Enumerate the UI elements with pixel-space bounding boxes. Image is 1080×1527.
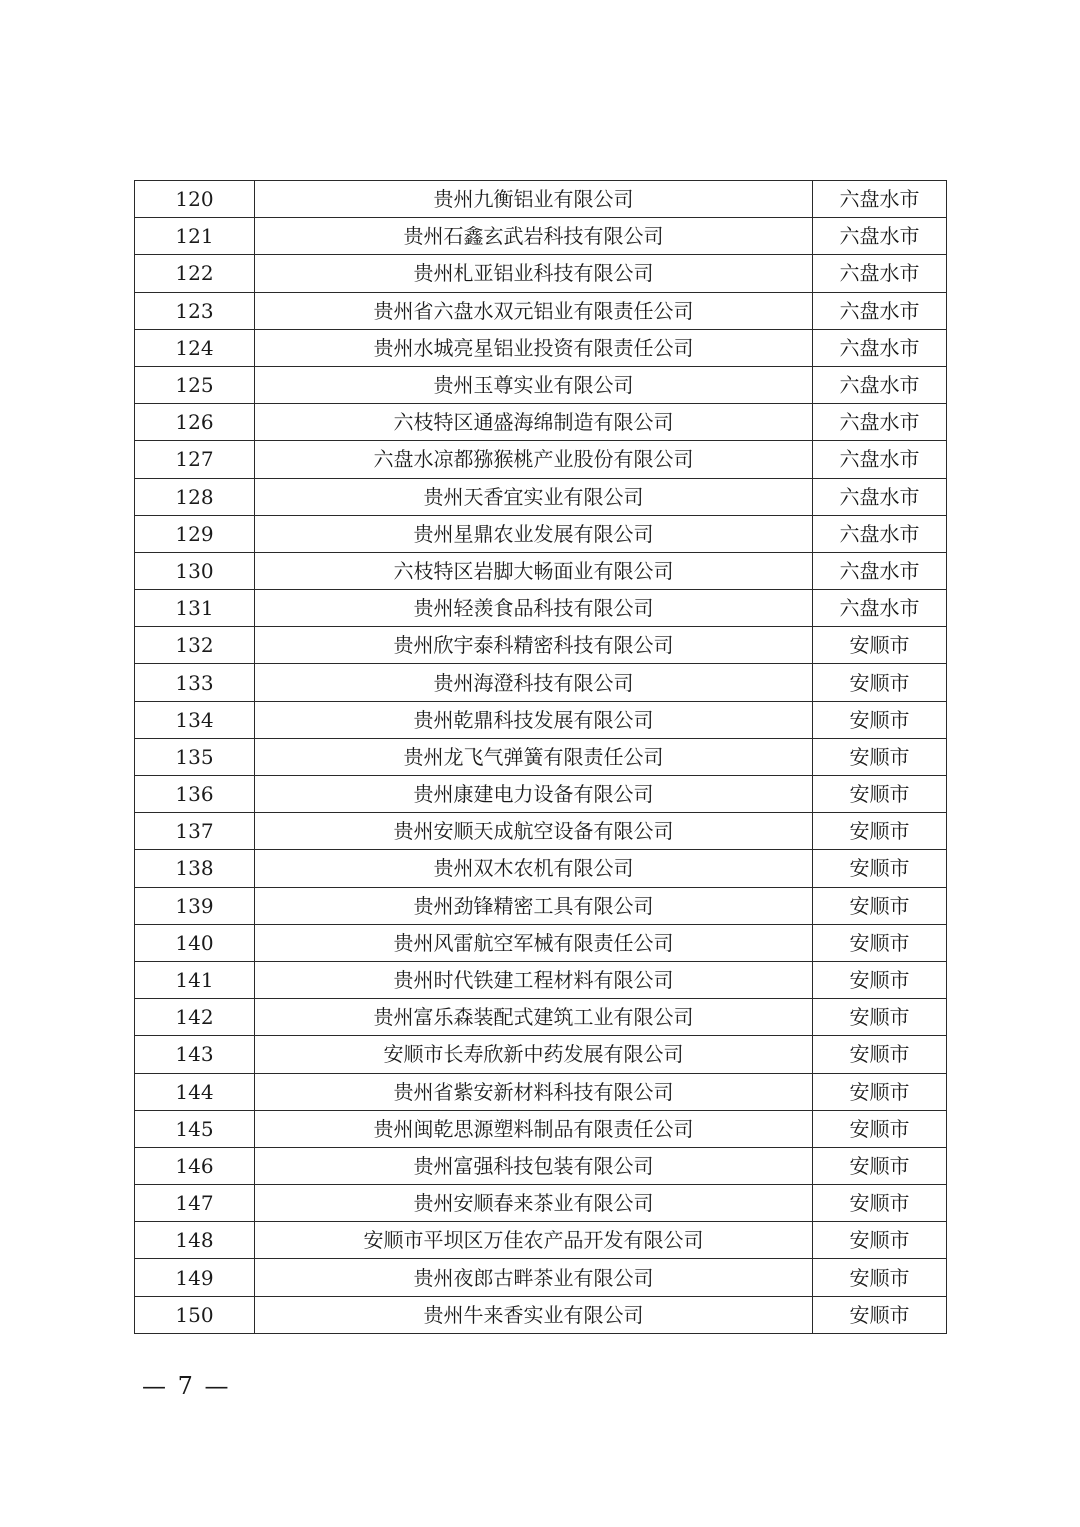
row-number-cell: 134: [135, 701, 255, 738]
table-row: [135, 1185, 947, 1222]
table-row: [135, 181, 947, 218]
company-name-cell: 贵州夜郎古畔茶业有限公司: [255, 1259, 813, 1296]
city-cell: 六盘水市: [813, 515, 947, 552]
city-cell: 安顺市: [813, 664, 947, 701]
row-number-cell: 144: [135, 1073, 255, 1110]
table-row: [135, 366, 947, 403]
row-number-cell: 150: [135, 1296, 255, 1333]
table-row: [135, 701, 947, 738]
table-row: [135, 590, 947, 627]
row-number-cell: 135: [135, 738, 255, 775]
table-row: [135, 218, 947, 255]
company-name-cell: 贵州札亚铝业科技有限公司: [255, 255, 813, 292]
row-number-cell: 128: [135, 478, 255, 515]
company-name-cell: 六枝特区岩脚大畅面业有限公司: [255, 552, 813, 589]
company-name-cell: 六盘水凉都猕猴桃产业股份有限公司: [255, 441, 813, 478]
company-name-cell: 贵州轻羡食品科技有限公司: [255, 590, 813, 627]
city-cell: 六盘水市: [813, 552, 947, 589]
city-cell: 安顺市: [813, 961, 947, 998]
city-cell: 安顺市: [813, 1222, 947, 1259]
row-number-cell: 121: [135, 218, 255, 255]
table-row: [135, 887, 947, 924]
city-cell: 安顺市: [813, 813, 947, 850]
table-row: [135, 1073, 947, 1110]
city-cell: 安顺市: [813, 850, 947, 887]
company-name-cell: 贵州玉尊实业有限公司: [255, 366, 813, 403]
company-name-cell: 贵州省六盘水双元铝业有限责任公司: [255, 292, 813, 329]
company-name-cell: 贵州劲锋精密工具有限公司: [255, 887, 813, 924]
table-row: [135, 1259, 947, 1296]
row-number-cell: 129: [135, 515, 255, 552]
table-row: [135, 664, 947, 701]
table-row: [135, 329, 947, 366]
row-number-cell: 122: [135, 255, 255, 292]
company-name-cell: 贵州星鼎农业发展有限公司: [255, 515, 813, 552]
table-row: [135, 1147, 947, 1184]
city-cell: 安顺市: [813, 1147, 947, 1184]
page-number: — 7 —: [142, 1372, 231, 1400]
table-row: [135, 850, 947, 887]
table-row: [135, 478, 947, 515]
row-number-cell: 120: [135, 181, 255, 218]
city-cell: 六盘水市: [813, 441, 947, 478]
city-cell: 安顺市: [813, 1110, 947, 1147]
row-number-cell: 131: [135, 590, 255, 627]
row-number-cell: 133: [135, 664, 255, 701]
company-name-cell: 贵州海澄科技有限公司: [255, 664, 813, 701]
row-number-cell: 137: [135, 813, 255, 850]
city-cell: 安顺市: [813, 999, 947, 1036]
row-number-cell: 136: [135, 776, 255, 813]
table-row: [135, 1110, 947, 1147]
row-number-cell: 132: [135, 627, 255, 664]
table-row: [135, 515, 947, 552]
row-number-cell: 130: [135, 552, 255, 589]
company-name-cell: 贵州牛来香实业有限公司: [255, 1296, 813, 1333]
company-name-cell: 贵州富强科技包装有限公司: [255, 1147, 813, 1184]
company-name-cell: 六枝特区通盛海绵制造有限公司: [255, 404, 813, 441]
table-row: [135, 1296, 947, 1333]
table-row: [135, 404, 947, 441]
table-row: [135, 292, 947, 329]
row-number-cell: 149: [135, 1259, 255, 1296]
company-name-cell: 贵州省紫安新材料科技有限公司: [255, 1073, 813, 1110]
row-number-cell: 123: [135, 292, 255, 329]
row-number-cell: 148: [135, 1222, 255, 1259]
city-cell: 安顺市: [813, 701, 947, 738]
table-row: [135, 961, 947, 998]
row-number-cell: 142: [135, 999, 255, 1036]
table-row: [135, 776, 947, 813]
company-name-cell: 贵州水城亮星铝业投资有限责任公司: [255, 329, 813, 366]
city-cell: 安顺市: [813, 1185, 947, 1222]
company-name-cell: 贵州康建电力设备有限公司: [255, 776, 813, 813]
city-cell: 六盘水市: [813, 181, 947, 218]
row-number-cell: 147: [135, 1185, 255, 1222]
table-row: [135, 255, 947, 292]
company-name-cell: 贵州欣宇泰科精密科技有限公司: [255, 627, 813, 664]
table-row: [135, 924, 947, 961]
table-row: [135, 441, 947, 478]
company-name-cell: 贵州乾鼎科技发展有限公司: [255, 701, 813, 738]
city-cell: 六盘水市: [813, 590, 947, 627]
row-number-cell: 124: [135, 329, 255, 366]
city-cell: 六盘水市: [813, 404, 947, 441]
company-name-cell: 贵州富乐森装配式建筑工业有限公司: [255, 999, 813, 1036]
row-number-cell: 139: [135, 887, 255, 924]
city-cell: 六盘水市: [813, 478, 947, 515]
row-number-cell: 127: [135, 441, 255, 478]
company-name-cell: 贵州安顺天成航空设备有限公司: [255, 813, 813, 850]
city-cell: 安顺市: [813, 887, 947, 924]
city-cell: 安顺市: [813, 1296, 947, 1333]
company-name-cell: 贵州闽乾思源塑料制品有限责任公司: [255, 1110, 813, 1147]
table-row: [135, 552, 947, 589]
company-name-cell: 贵州龙飞气弹簧有限责任公司: [255, 738, 813, 775]
row-number-cell: 143: [135, 1036, 255, 1073]
table-row: [135, 999, 947, 1036]
row-number-cell: 146: [135, 1147, 255, 1184]
row-number-cell: 145: [135, 1110, 255, 1147]
table-row: [135, 1036, 947, 1073]
city-cell: 安顺市: [813, 1036, 947, 1073]
city-cell: 六盘水市: [813, 366, 947, 403]
table-body: [135, 181, 947, 1334]
city-cell: 安顺市: [813, 1259, 947, 1296]
city-cell: 六盘水市: [813, 255, 947, 292]
city-cell: 安顺市: [813, 738, 947, 775]
company-name-cell: 贵州时代铁建工程材料有限公司: [255, 961, 813, 998]
company-table: [134, 180, 947, 1334]
city-cell: 安顺市: [813, 627, 947, 664]
city-cell: 安顺市: [813, 924, 947, 961]
city-cell: 安顺市: [813, 1073, 947, 1110]
company-name-cell: 贵州天香宜实业有限公司: [255, 478, 813, 515]
city-cell: 六盘水市: [813, 329, 947, 366]
table-row: [135, 813, 947, 850]
company-name-cell: 贵州双木农机有限公司: [255, 850, 813, 887]
row-number-cell: 138: [135, 850, 255, 887]
company-name-cell: 贵州风雷航空军械有限责任公司: [255, 924, 813, 961]
row-number-cell: 125: [135, 366, 255, 403]
company-name-cell: 贵州安顺春来茶业有限公司: [255, 1185, 813, 1222]
table-row: [135, 738, 947, 775]
company-name-cell: 安顺市长寿欣新中药发展有限公司: [255, 1036, 813, 1073]
company-name-cell: 安顺市平坝区万佳农产品开发有限公司: [255, 1222, 813, 1259]
city-cell: 六盘水市: [813, 292, 947, 329]
table-row: [135, 1222, 947, 1259]
row-number-cell: 140: [135, 924, 255, 961]
row-number-cell: 141: [135, 961, 255, 998]
city-cell: 安顺市: [813, 776, 947, 813]
company-name-cell: 贵州九衡铝业有限公司: [255, 181, 813, 218]
row-number-cell: 126: [135, 404, 255, 441]
table-row: [135, 627, 947, 664]
city-cell: 六盘水市: [813, 218, 947, 255]
company-name-cell: 贵州石鑫玄武岩科技有限公司: [255, 218, 813, 255]
